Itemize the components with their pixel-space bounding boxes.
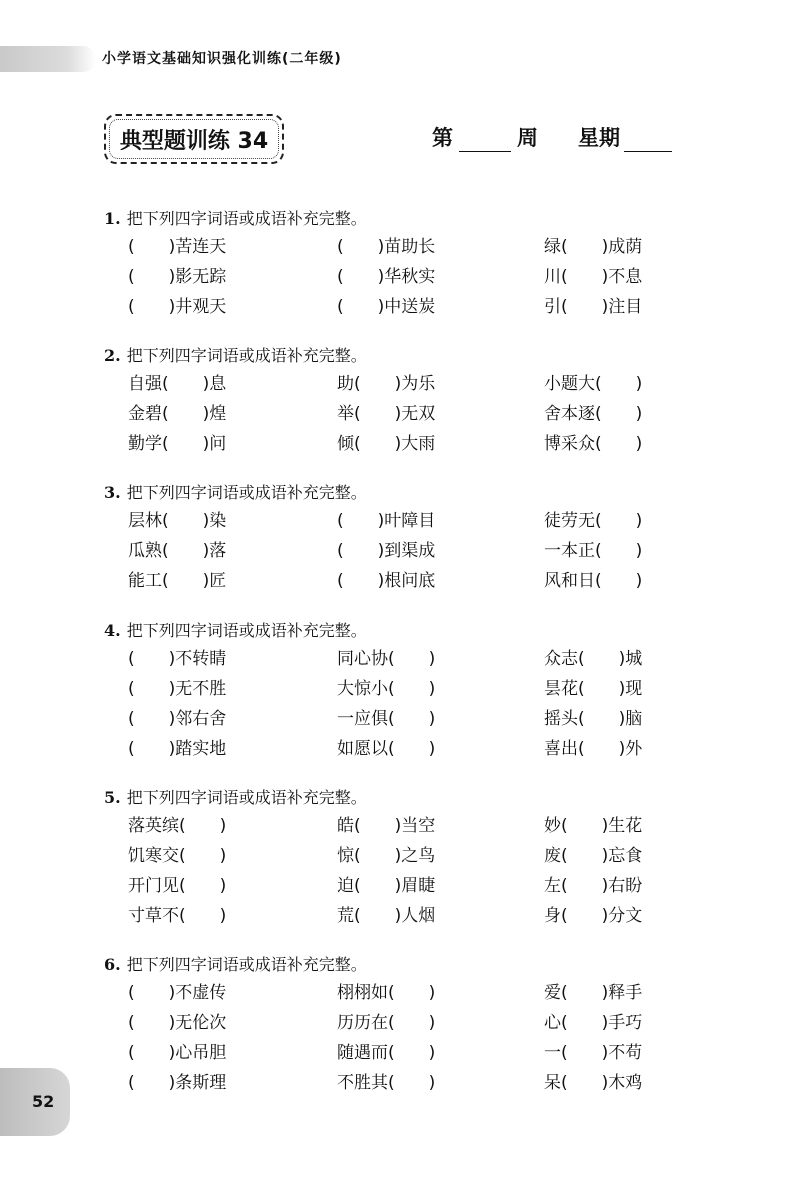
header-band [0,46,96,72]
idiom-item[interactable]: 一应俱( ) [337,709,436,729]
idiom-item[interactable]: ( )井观天 [128,297,227,317]
idiom-item[interactable]: 如愿以( ) [337,739,436,759]
question-number: 2. [104,346,121,365]
idiom-item[interactable]: 引( )注目 [544,297,643,317]
question-1 [104,206,704,322]
idiom-item[interactable]: ( )苗助长 [337,237,436,257]
idiom-item[interactable]: 能工( )匠 [128,571,227,591]
idiom-item[interactable]: ( )心吊胆 [128,1043,227,1063]
idiom-item[interactable]: 金碧( )煌 [128,404,227,424]
book-title: 小学语文基础知识强化训练(二年级) [102,51,342,67]
question-heading [104,480,704,506]
idiom-item[interactable]: ( )无不胜 [128,679,227,699]
idiom-item[interactable]: 勤学( )问 [128,434,227,454]
idiom-item[interactable]: ( )不转睛 [128,649,227,669]
idiom-item[interactable]: 舍本逐( ) [544,404,643,424]
exercise-title-box [104,114,284,164]
question-number: 1. [104,209,121,228]
item-row [104,704,704,734]
question-2 [104,343,704,459]
week-number-blank[interactable] [459,127,511,152]
idiom-item[interactable]: 呆( )木鸡 [544,1073,643,1093]
idiom-item[interactable]: 徒劳无( ) [544,511,643,531]
idiom-item[interactable]: 妙( )生花 [544,816,643,836]
idiom-item[interactable]: 随遇而( ) [337,1043,436,1063]
idiom-item[interactable]: 川( )不息 [544,267,643,287]
item-row [104,429,704,459]
question-number: 3. [104,483,121,502]
week-line [432,122,672,152]
idiom-item[interactable]: 左( )右盼 [544,876,643,896]
idiom-item[interactable]: 举( )无双 [337,404,436,424]
idiom-item[interactable]: 饥寒交( ) [128,846,227,866]
idiom-item[interactable]: 惊( )之鸟 [337,846,436,866]
weekday-label: 星期 [578,125,620,150]
question-3 [104,480,704,596]
question-text: 把下列四字词语或成语补充完整。 [126,955,367,974]
idiom-item[interactable]: ( )苦连天 [128,237,227,257]
idiom-item[interactable]: 昙花( )现 [544,679,643,699]
idiom-item[interactable]: ( )叶障目 [337,511,436,531]
idiom-item[interactable]: 栩栩如( ) [337,983,436,1003]
idiom-item[interactable]: 众志( )城 [544,649,643,669]
item-row [104,978,704,1008]
idiom-item[interactable]: 历历在( ) [337,1013,436,1033]
idiom-item[interactable]: 寸草不( ) [128,906,227,926]
question-heading [104,206,704,232]
idiom-item[interactable]: 一本正( ) [544,541,643,561]
idiom-item[interactable]: 自强( )息 [128,374,227,394]
item-row [104,536,704,566]
question-number: 4. [104,621,121,640]
idiom-item[interactable]: ( )根问底 [337,571,436,591]
question-4 [104,618,704,764]
question-5 [104,785,704,931]
item-row [104,734,704,764]
idiom-item[interactable]: 绿( )成荫 [544,237,643,257]
idiom-item[interactable]: 心( )手巧 [544,1013,643,1033]
idiom-item[interactable]: 荒( )人烟 [337,906,436,926]
question-text: 把下列四字词语或成语补充完整。 [126,483,367,502]
item-row [104,674,704,704]
idiom-item[interactable]: 层林( )染 [128,511,227,531]
idiom-item[interactable]: 助( )为乐 [337,374,436,394]
idiom-item[interactable]: ( )不虚传 [128,983,227,1003]
idiom-item[interactable]: 皓( )当空 [337,816,436,836]
idiom-item[interactable]: ( )中送炭 [337,297,436,317]
item-row [104,232,704,262]
item-row [104,811,704,841]
idiom-item[interactable]: 倾( )大雨 [337,434,436,454]
idiom-item[interactable]: ( )无伦次 [128,1013,227,1033]
item-row [104,841,704,871]
item-row [104,369,704,399]
idiom-item[interactable]: 风和日( ) [544,571,643,591]
idiom-item[interactable]: ( )华秋实 [337,267,436,287]
weekday-blank[interactable] [624,127,672,152]
idiom-item[interactable]: 小题大( ) [544,374,643,394]
item-row [104,901,704,931]
item-row [104,1068,704,1098]
idiom-item[interactable]: 不胜其( ) [337,1073,436,1093]
idiom-item[interactable]: 博采众( ) [544,434,643,454]
idiom-item[interactable]: 落英缤( ) [128,816,227,836]
item-row [104,1038,704,1068]
item-row [104,262,704,292]
question-6 [104,952,704,1098]
idiom-item[interactable]: ( )影无踪 [128,267,227,287]
item-row [104,1008,704,1038]
idiom-item[interactable]: ( )踏实地 [128,739,227,759]
idiom-item[interactable]: 身( )分文 [544,906,643,926]
question-text: 把下列四字词语或成语补充完整。 [126,209,367,228]
week-di-label: 第 [432,125,453,150]
question-heading [104,618,704,644]
idiom-item[interactable]: 瓜熟( )落 [128,541,227,561]
week-zhou-label: 周 [517,125,538,150]
item-row [104,506,704,536]
idiom-item[interactable]: 一( )不苟 [544,1043,643,1063]
idiom-item[interactable]: 喜出( )外 [544,739,643,759]
idiom-item[interactable]: ( )到渠成 [337,541,436,561]
idiom-item[interactable]: 同心协( ) [337,649,436,669]
idiom-item[interactable]: 爱( )释手 [544,983,643,1003]
question-heading [104,952,704,978]
question-heading [104,785,704,811]
question-number: 5. [104,788,121,807]
item-row [104,871,704,901]
page-number: 52 [32,1092,55,1111]
item-row [104,566,704,596]
idiom-item[interactable]: 废( )忘食 [544,846,643,866]
idiom-item[interactable]: ( )邻右舍 [128,709,227,729]
question-text: 把下列四字词语或成语补充完整。 [126,788,367,807]
idiom-item[interactable]: 摇头( )脑 [544,709,643,729]
question-text: 把下列四字词语或成语补充完整。 [126,621,367,640]
exercise-title: 典型题训练 34 [119,128,269,154]
question-number: 6. [104,955,121,974]
item-row [104,292,704,322]
idiom-item[interactable]: 大惊小( ) [337,679,436,699]
idiom-item[interactable]: ( )条斯理 [128,1073,227,1093]
idiom-item[interactable]: 开门见( ) [128,876,227,896]
item-row [104,644,704,674]
question-text: 把下列四字词语或成语补充完整。 [126,346,367,365]
item-row [104,399,704,429]
idiom-item[interactable]: 迫( )眉睫 [337,876,436,896]
question-heading [104,343,704,369]
